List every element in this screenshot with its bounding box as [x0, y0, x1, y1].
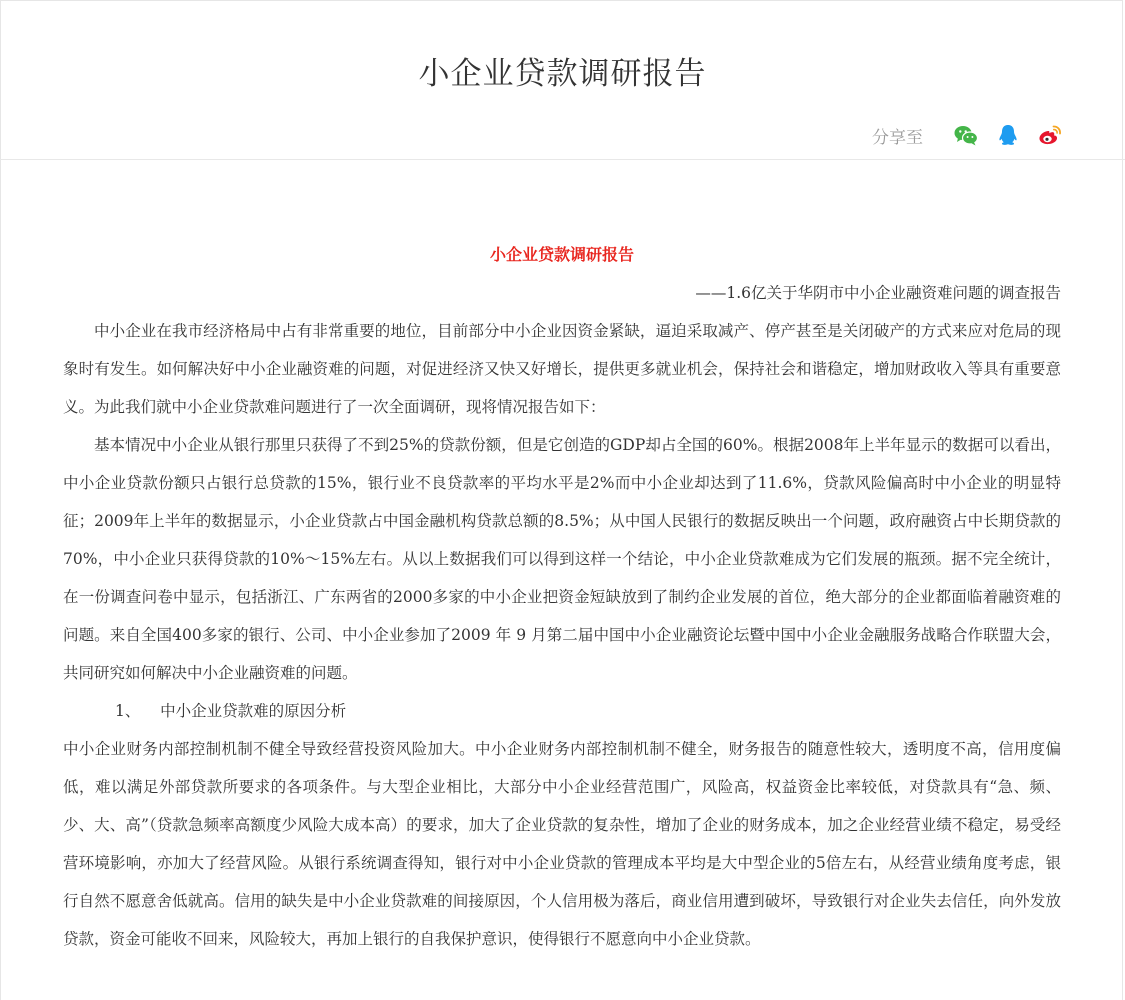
- wechat-icon[interactable]: [953, 122, 979, 148]
- page-header: [0, 0, 1125, 160]
- article-paragraph: 基本情况中小企业从银行那里只获得了不到25%的贷款份额，但是它创造的GDP却占全国的60%。根据2008年上半年显示的数据可以看出，中小企业贷款份额只占银行总贷款的15%，银行业不良贷款率的平均水平是2%而中小企业却达到了11.6%，贷款风险偏高时中小企业的明显特征；2009年上半年的数据显示，小企业贷款占中国金融机构贷款总额的8.5%；从中国人民银行的数据反映出一个问题，政府融资占中长期贷款的70%，中小企业只获得贷款的10%～15%左右。从以上数据我们可以得到这样一个结论，中小企业贷款难成为它们发展的瓶颈。据不完全统计，在一份调查问卷中显示，包括浙江、广东两省的2000多家的中小企业把资金短缺放到了制约企业发展的首位，绝大部分的企业都面临着融资难的问题。来自全国400多家的银行、公司、中小企业参加了2009 年 9 月第二届中国中小企业融资论坛暨中国中小企业金融服务战略合作联盟大会，共同研究如何解决中小企业融资难的问题。: [63, 436, 1061, 682]
- page-title: 小企业贷款调研报告: [418, 56, 707, 92]
- weibo-icon[interactable]: [1037, 122, 1063, 148]
- article-paragraph: 中小企业财务内部控制机制不健全导致经营投资风险加大。中小企业财务内部控制机制不健全，财务报告的随意性较大，透明度不高，信用度偏低，难以满足外部贷款所要求的各项条件。与大型企业相比，大部分中小企业经营范围广，风险高，权益资金比率较低，对贷款具有“急、频、少、大、高”（贷款急频率高额度少风险大成本高）的要求，加大了企业贷款的复杂性，增加了企业的财务成本，加之企业经营业绩不稳定，易受经营环境影响，亦加大了经营风险。从银行系统调查得知，银行对中小企业贷款的管理成本平均是大中型企业的5倍左右，从经营业绩角度考虑，银行自然不愿意舍低就高。信用的缺失是中小企业贷款难的间接原因，个人信用极为落后，商业信用遭到破坏，导致银行对企业失去信任，向外发放贷款，资金可能收不回来，风险较大，再加上银行的自我保护意识，使得银行不愿意向中小企业贷款。: [63, 740, 1061, 948]
- article-title: 小企业贷款调研报告: [489, 245, 634, 264]
- share-label: 分享至: [872, 127, 923, 148]
- article-paragraph: 中小企业在我市经济格局中占有非常重要的地位，目前部分中小企业因资金紧缺，逼迫采取减产、停产甚至是关闭破产的方式来应对危局的现象时有发生。如何解决好中小企业融资难的问题，对促进经济又快又好增长，提供更多就业机会，保持社会和谐稳定，增加财政收入等具有重要意义。为此我们就中小企业贷款难问题进行了一次全面调研，现将情况报告如下：: [63, 322, 1061, 416]
- qq-icon[interactable]: [995, 122, 1021, 148]
- section-heading: 1、 中小企业贷款难的原因分析: [115, 702, 347, 720]
- article-body: [63, 236, 1061, 958]
- article-subtitle: ——1.6亿关于华阴市中小企业融资难问题的调查报告: [695, 284, 1061, 302]
- share-bar: [872, 120, 1063, 150]
